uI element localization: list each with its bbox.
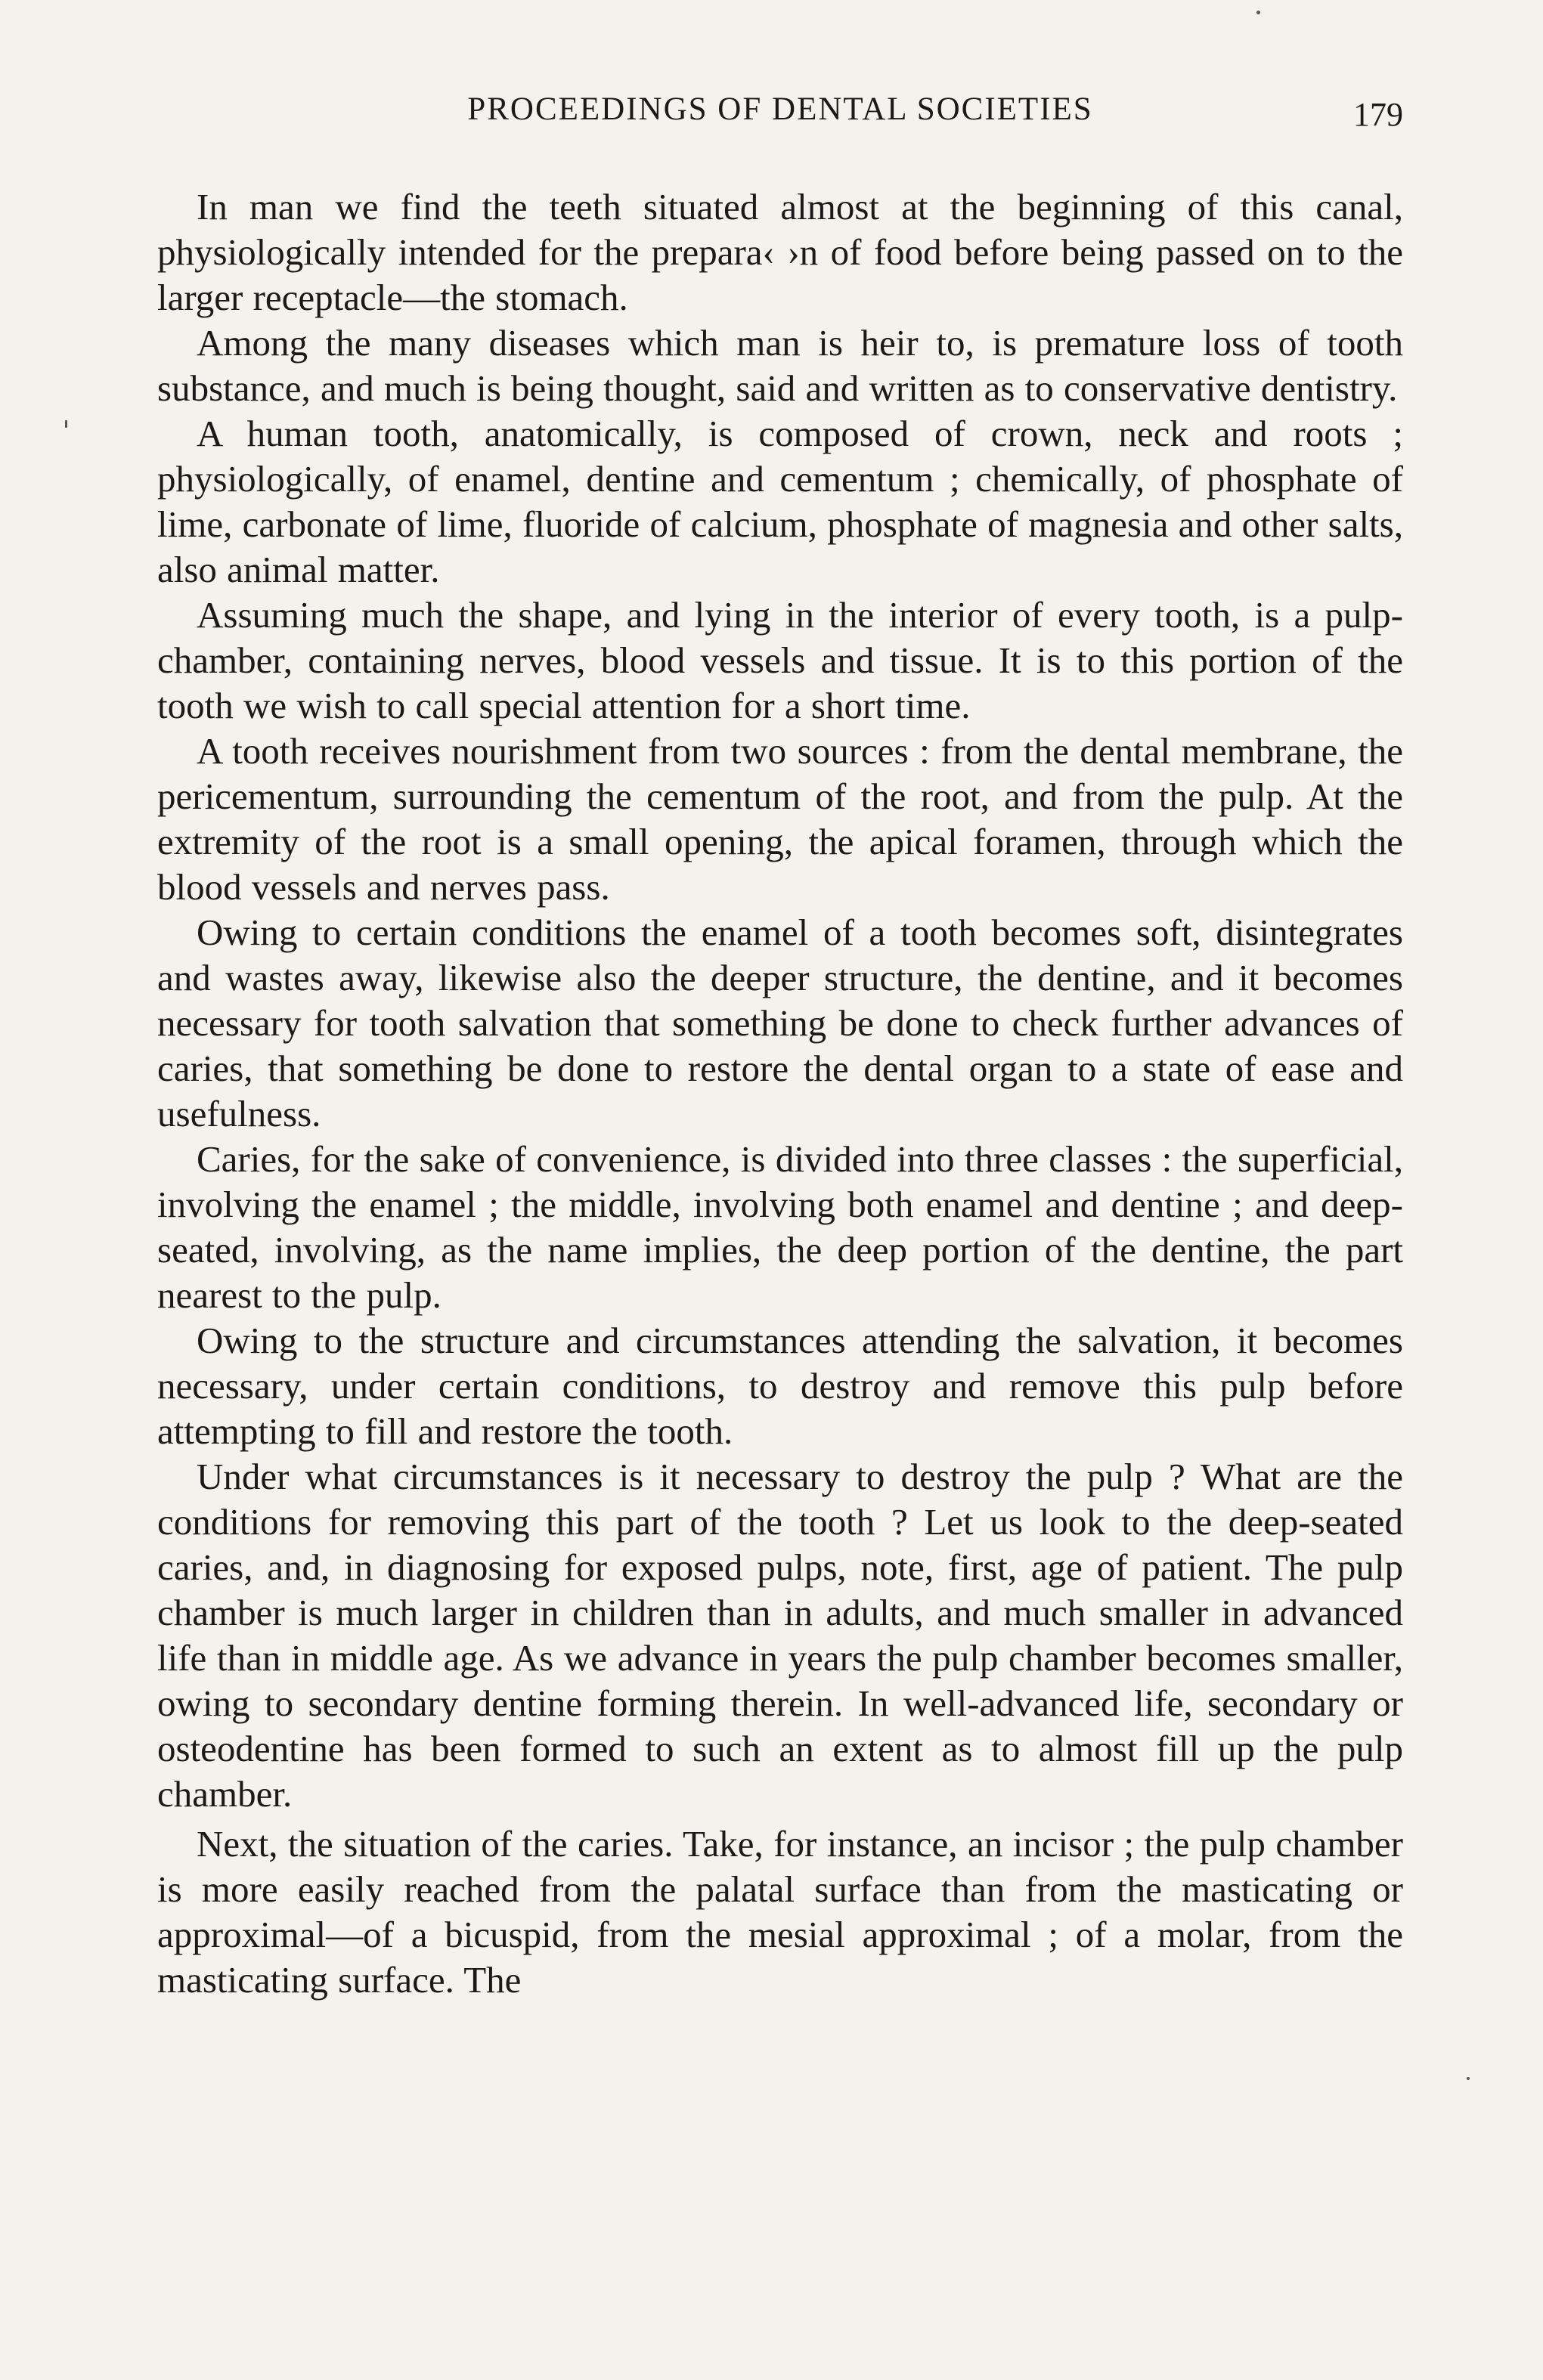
- paragraph: Assuming much the shape, and lying in the interior of every tooth, is a pulp-chamber, containing nerves, blood vessels and tissue. It is to this portion of the tooth we wish to call special attention for a short time.: [157, 594, 1403, 726]
- paragraph: Owing to certain conditions the enamel of a tooth becomes soft, disintegrates and wastes away, likewise also the deeper structure, the dentine, and it becomes necessary for tooth salvation that something be done to check further advances of caries, that something be done to restore the dental organ to a state of ease and usefulness.: [157, 911, 1403, 1134]
- paragraph: Among the many diseases which man is heir to, is premature loss of tooth substance, and much is being thought, said and written as to conservative dentistry.: [157, 322, 1403, 409]
- page-number: 179: [1353, 96, 1403, 133]
- body-text: [157, 184, 1403, 2003]
- paragraph: Owing to the structure and circumstances attending the salvation, it becomes necessary, under certain conditions, to destroy and remove this pulp before attempting to fill and restore the tooth.: [157, 1320, 1403, 1452]
- paragraph: A human tooth, anatomically, is composed of crown, neck and roots ; physiologically, of enamel, dentine and cementum ; chemically, of phosphate of lime, carbonate of lime, fluoride of calcium, phosphate of magnesia and other salts, also animal matter.: [157, 413, 1403, 590]
- book-page: [157, 91, 1403, 2003]
- paragraph: Next, the situation of the caries. Take, for instance, an incisor ; the pulp chamber is more easily reached from the palatal surface than from the masticating or approximal—of a bicuspid, from the mesial approximal ; of a molar, from the masticating surface. The: [157, 1823, 1403, 2001]
- running-title: PROCEEDINGS OF DENTAL SOCIETIES: [467, 91, 1093, 127]
- paragraph: Under what circumstances is it necessary to destroy the pulp ? What are the conditions for removing this part of the tooth ? Let us look to the deep-seated caries, and, in diagnosing for exposed pulps, note, first, age of patient. The pulp chamber is much larger in children than in adults, and much smaller in advanced life than in middle age. As we advance in years the pulp chamber becomes smaller, owing to secondary dentine forming therein. In well-advanced life, secondary or osteodentine has been formed to such an extent as to almost fill up the pulp chamber.: [157, 1456, 1403, 1815]
- running-head: [157, 91, 1403, 151]
- paragraph: A tooth receives nourishment from two sources : from the dental membrane, the pericementum, surrounding the cementum of the root, and from the pulp. At the extremity of the root is a small opening, the apical foramen, through which the blood vessels and nerves pass.: [157, 730, 1403, 908]
- print-speck: [1256, 11, 1260, 14]
- paragraph: In man we find the teeth situated almost at the beginning of this canal, physiologically intended for the prepara‹ ›n of food before being passed on to the larger receptacle—the stomach.: [157, 186, 1403, 318]
- print-speck: [1467, 2077, 1470, 2080]
- paragraph: Caries, for the sake of convenience, is divided into three classes : the superficial, involving the enamel ; the middle, involving both enamel and dentine ; and deep-seated, involving, as the name implies, the deep portion of the dentine, the part nearest to the pulp.: [157, 1138, 1403, 1316]
- print-speck: [65, 420, 67, 428]
